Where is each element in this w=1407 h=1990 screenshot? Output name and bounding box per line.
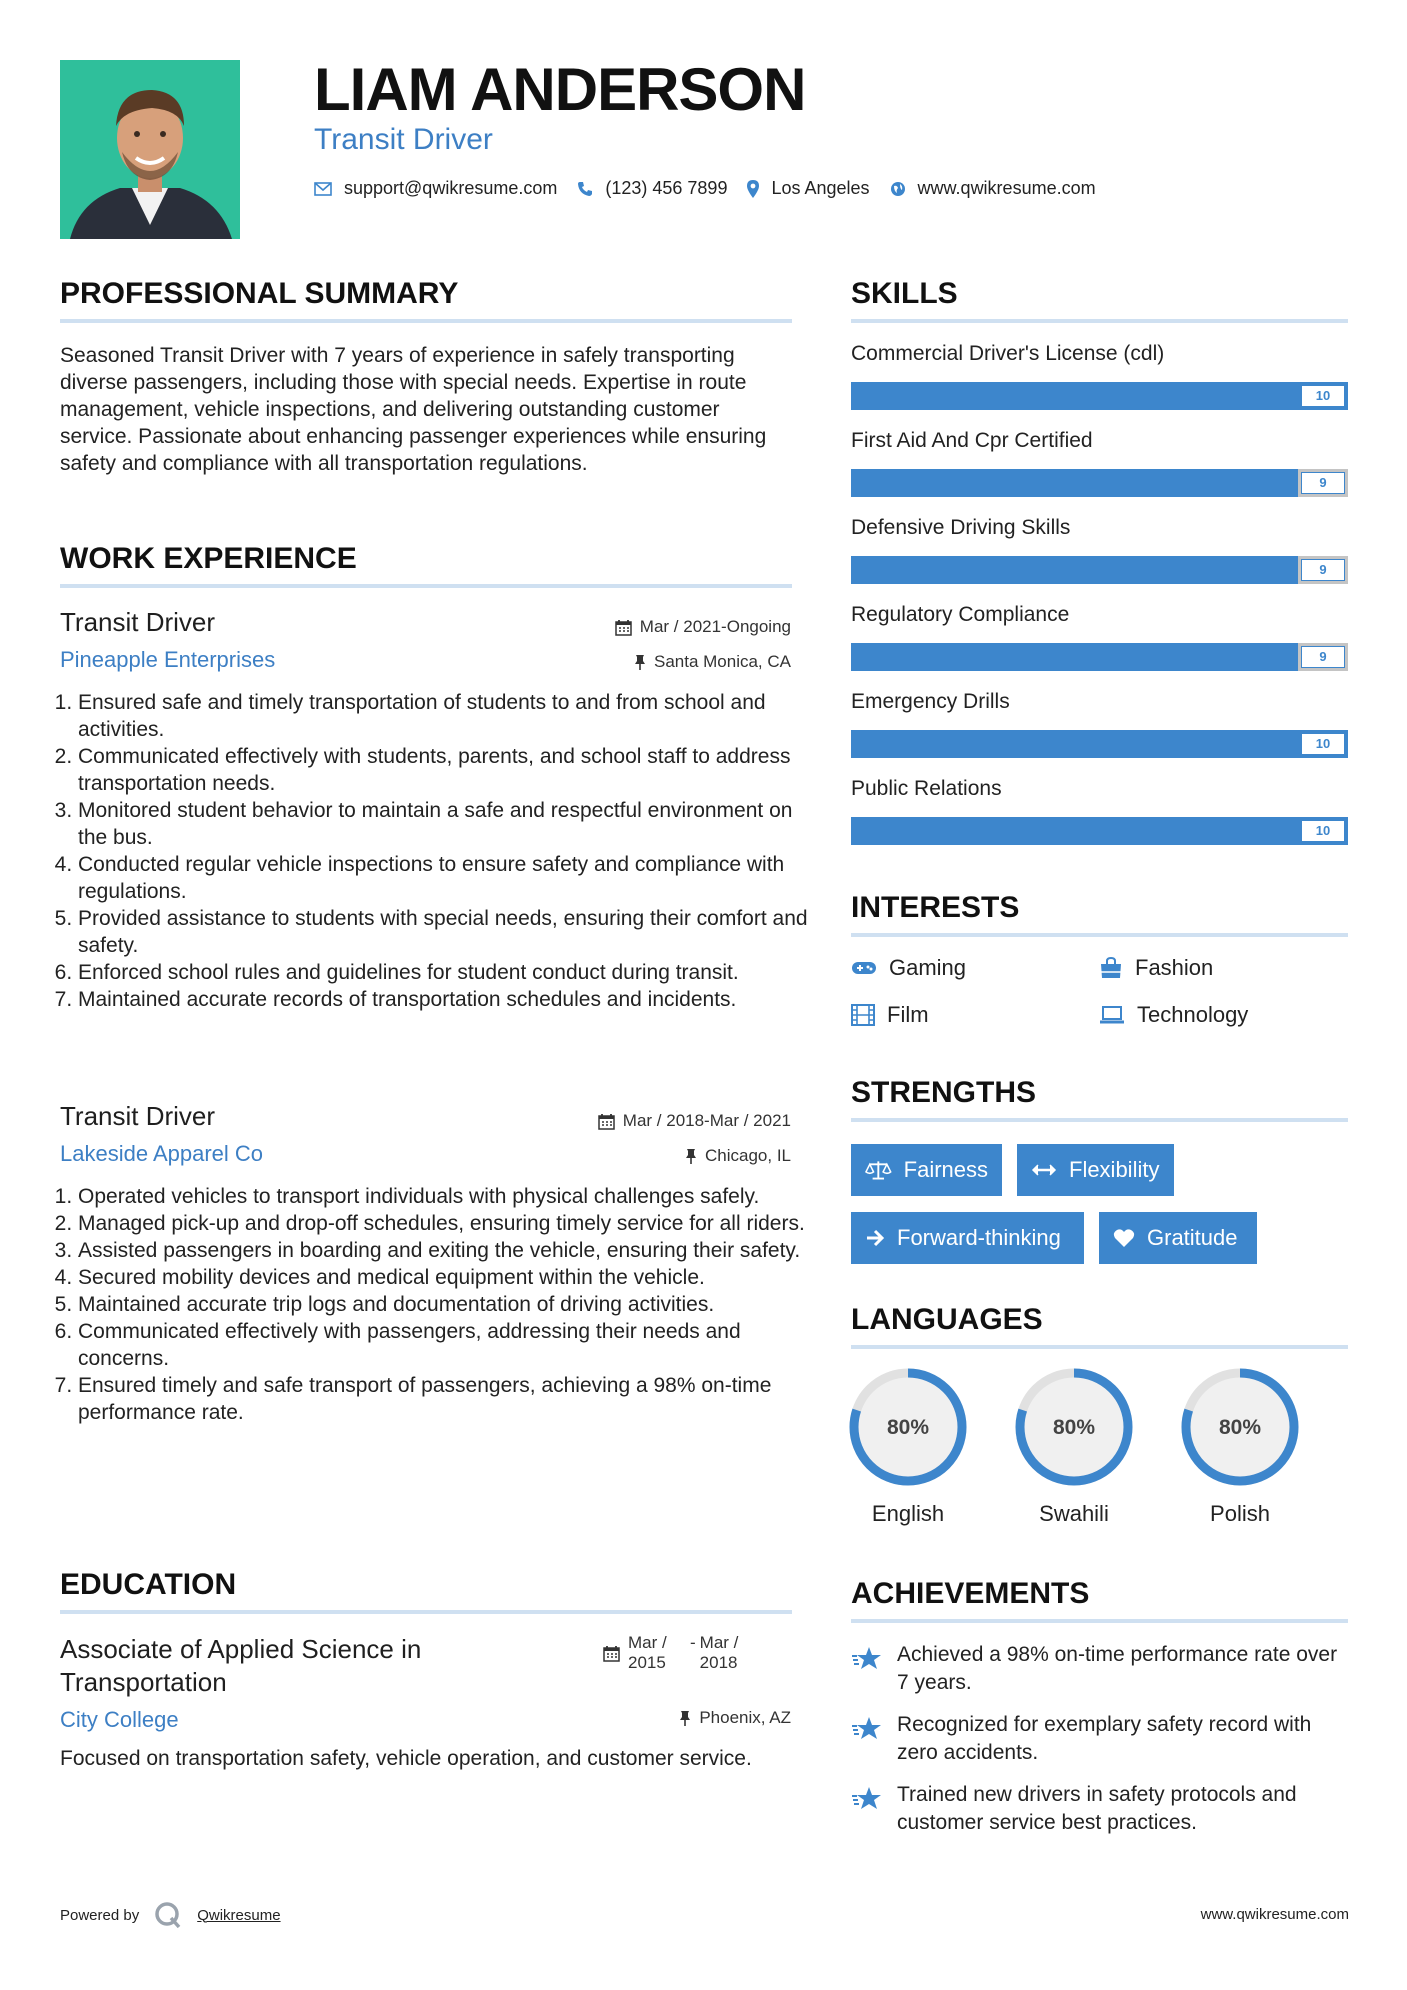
laptop-icon — [1099, 1005, 1125, 1025]
strength-label: Gratitude — [1147, 1225, 1238, 1250]
list-item: 6. Communicated effectively with passengers, addressing their needs and concerns. — [78, 1318, 823, 1372]
map-pin-icon — [747, 180, 759, 198]
language-item — [1012, 1365, 1136, 1528]
skill-item — [851, 428, 1348, 497]
experience-divider — [60, 584, 792, 588]
job-title: Transit Driver — [60, 607, 216, 637]
summary-text: Seasoned Transit Driver with 7 years of experience in safely transporting diverse passengers, including those with special needs. Expertise in route management, vehicle inspections, and delivering outstanding customer service. Passionate about enhancing passenger experiences while ensuring safety and compliance with all transportation regulations. — [60, 344, 767, 475]
language-percent: 80% — [1052, 1416, 1096, 1439]
powered-by-text: Powered by — [60, 1906, 140, 1924]
strengths-divider — [851, 1118, 1348, 1122]
strength-tag — [1099, 1212, 1257, 1264]
interests-heading: INTERESTS — [851, 891, 1020, 924]
skill-level-badge: 9 — [1301, 559, 1345, 581]
education-dates — [603, 1633, 758, 1673]
achievement-item — [851, 1641, 1351, 1697]
languages-heading: LANGUAGES — [851, 1303, 1043, 1336]
arrow-right-icon — [865, 1229, 885, 1247]
language-name: English — [871, 1501, 945, 1526]
contact-phone[interactable] — [577, 178, 727, 199]
candidate-title: Transit Driver — [314, 123, 493, 156]
achievement-text: Achieved a 98% on-time performance rate over 7 years. — [897, 1643, 1338, 1694]
education-heading: EDUCATION — [60, 1568, 237, 1601]
list-item: 7. Ensured timely and safe transport of passengers, achieving a 98% on-time performance rate. — [78, 1372, 823, 1426]
achievement-item — [851, 1711, 1351, 1767]
skill-name: Commercial Driver's License (cdl) — [851, 342, 1165, 365]
envelope-icon — [314, 182, 332, 196]
skill-item — [851, 341, 1348, 410]
education-location-text: Phoenix, AZ — [699, 1708, 791, 1727]
film-icon — [851, 1004, 875, 1026]
candidate-name: LIAM ANDERSON — [314, 56, 806, 123]
job-location — [685, 1146, 791, 1166]
list-item: 3. Assisted passengers in boarding and exiting the vehicle, ensuring their safety. — [78, 1237, 823, 1264]
calendar-icon — [603, 1645, 620, 1662]
language-ring — [1178, 1365, 1302, 1489]
balance-scale-icon — [865, 1159, 892, 1181]
star-trophy-icon — [851, 1785, 883, 1813]
globe-icon — [890, 181, 906, 197]
language-name: Swahili — [1039, 1501, 1109, 1526]
language-ring — [846, 1365, 970, 1489]
interest-label: Technology — [1137, 1002, 1249, 1027]
job-dates-text: Mar / 2021-Ongoing — [639, 617, 791, 636]
contact-website[interactable] — [890, 178, 1096, 199]
contact-bar — [314, 178, 1116, 199]
school-name: City College — [60, 1707, 179, 1732]
strength-tag — [851, 1144, 1002, 1196]
list-item: 5. Provided assistance to students with special needs, ensuring their comfort and safety. — [78, 905, 818, 959]
star-trophy-icon — [851, 1645, 883, 1673]
skill-name: First Aid And Cpr Certified — [851, 429, 1093, 452]
skill-name: Emergency Drills — [851, 690, 1010, 713]
qwikresume-link[interactable]: Qwikresume — [197, 1906, 281, 1924]
footer-powered-by — [60, 1900, 281, 1930]
job-responsibilities — [60, 1183, 823, 1426]
list-item: 6. Enforced school rules and guidelines for student conduct during transit. — [78, 959, 818, 986]
pushpin-icon — [685, 1148, 697, 1165]
strength-label: Forward-thinking — [897, 1225, 1061, 1250]
skill-bar-track — [851, 643, 1348, 671]
achievements-heading: ACHIEVEMENTS — [851, 1577, 1090, 1610]
interest-item — [851, 1001, 929, 1029]
list-item: 1. Ensured safe and timely transportation of students to and from school and activities. — [78, 689, 818, 743]
calendar-icon — [598, 1113, 615, 1130]
job-title: Transit Driver — [60, 1101, 216, 1131]
skill-bar-fill — [851, 556, 1298, 584]
interest-label: Fashion — [1135, 955, 1214, 980]
degree-title: Associate of Applied Science in Transportation — [60, 1634, 422, 1697]
date-separator: - — [690, 1633, 696, 1652]
job-dates — [615, 617, 791, 637]
interest-label: Film — [887, 1002, 929, 1027]
skill-name: Public Relations — [851, 777, 1002, 800]
experience-heading: WORK EXPERIENCE — [60, 542, 357, 575]
skill-bar-track — [851, 469, 1348, 497]
language-name: Polish — [1210, 1501, 1270, 1526]
achievement-item — [851, 1781, 1351, 1837]
contact-location — [747, 178, 869, 199]
language-percent: 80% — [1218, 1416, 1262, 1439]
footer-url[interactable]: www.qwikresume.com — [1200, 1906, 1349, 1923]
skills-divider — [851, 319, 1348, 323]
job-responsibilities — [60, 689, 818, 1013]
phone-icon — [577, 181, 593, 197]
contact-email[interactable] — [314, 178, 557, 199]
list-item: 2. Managed pick-up and drop-off schedules, ensuring timely service for all riders. — [78, 1210, 823, 1237]
language-item — [846, 1365, 970, 1528]
skill-item — [851, 689, 1348, 758]
qwikresume-logo-icon — [153, 1900, 183, 1930]
achievement-text: Trained new drivers in safety protocols and customer service best practices. — [897, 1783, 1297, 1834]
interest-item — [1099, 1001, 1248, 1029]
interest-label: Gaming — [889, 955, 967, 980]
skill-bar-fill — [851, 817, 1348, 845]
achievements-divider — [851, 1619, 1348, 1623]
list-item: 2. Communicated effectively with students, parents, and school staff to address transportation needs. — [78, 743, 818, 797]
skill-bar-fill — [851, 382, 1348, 410]
pushpin-icon — [679, 1710, 691, 1727]
skill-bar-fill — [851, 469, 1298, 497]
skill-item — [851, 515, 1348, 584]
strength-label: Flexibility — [1069, 1157, 1160, 1182]
list-item: 4. Conducted regular vehicle inspections to ensure safety and compliance with regulations. — [78, 851, 818, 905]
shopping-bag-icon — [1099, 957, 1123, 979]
skill-name: Regulatory Compliance — [851, 603, 1070, 626]
education-divider — [60, 1610, 792, 1614]
heart-icon — [1113, 1228, 1135, 1248]
skill-level-badge: 10 — [1301, 733, 1345, 755]
list-item: 7. Maintained accurate records of transportation schedules and incidents. — [78, 986, 818, 1013]
interest-item — [851, 954, 966, 982]
skill-name: Defensive Driving Skills — [851, 516, 1071, 539]
star-trophy-icon — [851, 1715, 883, 1743]
strength-tag — [1017, 1144, 1174, 1196]
skill-level-badge: 9 — [1301, 472, 1345, 494]
list-item: 5. Maintained accurate trip logs and documentation of driving activities. — [78, 1291, 823, 1318]
job-location-text: Chicago, IL — [705, 1146, 791, 1165]
phone-text: (123) 456 7899 — [605, 178, 728, 198]
strengths-heading: STRENGTHS — [851, 1076, 1037, 1109]
interests-divider — [851, 933, 1348, 937]
education-end: Mar / 2018 — [699, 1633, 739, 1672]
summary-heading: PROFESSIONAL SUMMARY — [60, 277, 459, 310]
skill-bar-track — [851, 730, 1348, 758]
list-item: 1. Operated vehicles to transport individuals with physical challenges safely. — [78, 1183, 823, 1210]
job-location-text: Santa Monica, CA — [653, 652, 791, 671]
website-text: www.qwikresume.com — [917, 178, 1096, 198]
achievement-text: Recognized for exemplary safety record with zero accidents. — [897, 1713, 1312, 1764]
location-text: Los Angeles — [771, 178, 870, 198]
job-dates — [598, 1111, 791, 1131]
profile-photo — [60, 60, 240, 239]
language-item — [1178, 1365, 1302, 1528]
summary-divider — [60, 319, 792, 323]
strength-tag — [851, 1212, 1084, 1264]
skill-bar-track — [851, 556, 1348, 584]
job-company: Lakeside Apparel Co — [60, 1141, 264, 1166]
skill-level-badge: 9 — [1301, 646, 1345, 668]
skill-bar-fill — [851, 643, 1298, 671]
gamepad-icon — [851, 960, 877, 976]
job-company: Pineapple Enterprises — [60, 647, 276, 672]
skill-bar-track — [851, 382, 1348, 410]
calendar-icon — [615, 619, 632, 636]
skill-item — [851, 602, 1348, 671]
skills-heading: SKILLS — [851, 277, 958, 310]
skill-item — [851, 776, 1348, 845]
education-description: Focused on transportation safety, vehicle operation, and customer service. — [60, 1747, 752, 1770]
strength-label: Fairness — [903, 1157, 988, 1182]
arrows-horizontal-icon — [1031, 1163, 1057, 1177]
job-dates-text: Mar / 2018-Mar / 2021 — [622, 1111, 791, 1130]
skill-bar-fill — [851, 730, 1348, 758]
language-percent: 80% — [886, 1416, 930, 1439]
language-ring — [1012, 1365, 1136, 1489]
list-item: 3. Monitored student behavior to maintain a safe and respectful environment on the bus. — [78, 797, 818, 851]
pushpin-icon — [634, 654, 646, 671]
interest-item — [1099, 954, 1213, 982]
education-start: Mar / 2015 — [628, 1633, 667, 1672]
languages-divider — [851, 1345, 1348, 1349]
email-text: support@qwikresume.com — [344, 178, 558, 198]
list-item: 4. Secured mobility devices and medical equipment within the vehicle. — [78, 1264, 823, 1291]
skill-level-badge: 10 — [1301, 385, 1345, 407]
job-location — [634, 652, 791, 672]
skill-level-badge: 10 — [1301, 820, 1345, 842]
education-location — [679, 1708, 791, 1728]
skill-bar-track — [851, 817, 1348, 845]
